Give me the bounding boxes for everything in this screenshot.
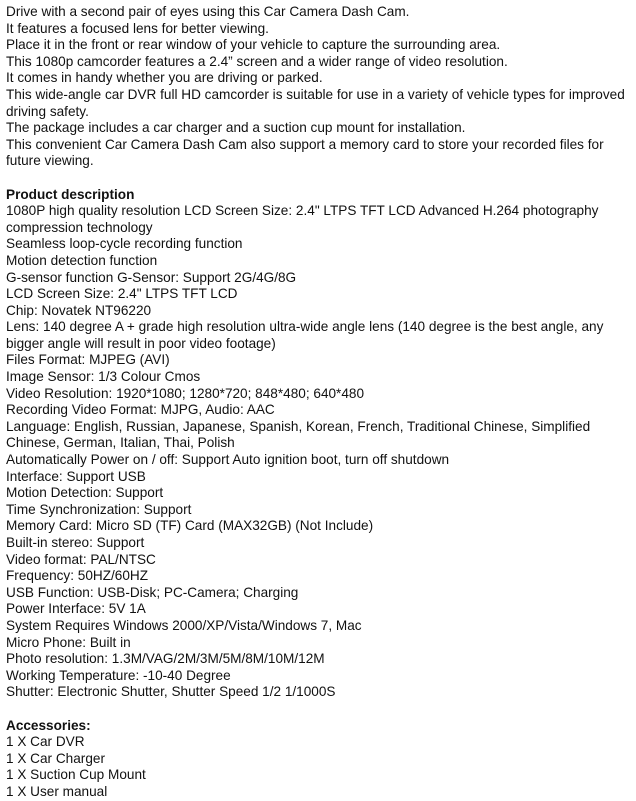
intro-section bbox=[6, 4, 632, 170]
intro-line: It features a focused lens for better viewing. bbox=[6, 20, 269, 36]
spec-line: Photo resolution: 1.3M/VAG/2M/3M/5M/8M/10M/12M bbox=[6, 651, 325, 667]
document-body bbox=[6, 4, 632, 801]
intro-line: Drive with a second pair of eyes using this Car Camera Dash Cam. bbox=[6, 4, 410, 19]
accessory-item: 1 X Car Charger bbox=[6, 750, 105, 766]
intro-line: It comes in handy whether you are driving or parked. bbox=[6, 70, 323, 86]
spec-line: Chip: Novatek NT96220 bbox=[6, 302, 152, 318]
spec-line: 1080P high quality resolution LCD Screen Size: 2.4" LTPS TFT LCD Advanced H.264 photography compression technology bbox=[6, 203, 599, 235]
product-description-section bbox=[6, 187, 632, 701]
spec-line: Micro Phone: Built in bbox=[6, 634, 131, 650]
spec-line: Frequency: 50HZ/60HZ bbox=[6, 568, 149, 584]
spec-line: Working Temperature: -10-40 Degree bbox=[6, 667, 231, 683]
spec-line: Power Interface: 5V 1A bbox=[6, 601, 146, 617]
spec-line: Seamless loop-cycle recording function bbox=[6, 236, 243, 252]
intro-line: The package includes a car charger and a suction cup mount for installation. bbox=[6, 120, 466, 136]
spec-line: Motion Detection: Support bbox=[6, 485, 164, 501]
spec-line: Files Format: MJPEG (AVI) bbox=[6, 352, 170, 368]
spec-line: Built-in stereo: Support bbox=[6, 535, 145, 550]
spec-line: USB Function: USB-Disk; PC-Camera; Charging bbox=[6, 584, 299, 600]
accessories-section bbox=[6, 718, 632, 801]
spec-line: Automatically Power on / off: Support Auto ignition boot, turn off shutdown bbox=[6, 452, 450, 468]
spec-line: System Requires Windows 2000/XP/Vista/Windows 7, Mac bbox=[6, 617, 362, 633]
spec-line: Lens: 140 degree A + grade high resolution ultra-wide angle lens (140 degree is the best angle, any bigger angle will result in poor video footage) bbox=[6, 319, 604, 351]
section-spacer bbox=[6, 701, 632, 718]
spec-line: Time Synchronization: Support bbox=[6, 501, 192, 517]
spec-line: G-sensor function G-Sensor: Support 2G/4G/8G bbox=[6, 269, 297, 285]
spec-line: Language: English, Russian, Japanese, Spanish, Korean, French, Traditional Chinese, Simplified Chinese, German, Italian, Thai, Polish bbox=[6, 418, 591, 451]
intro-line: This wide-angle car DVR full HD camcorder is suitable for use in a variety of vehicle types for improved driving safety. bbox=[6, 86, 625, 119]
accessory-item: 1 X Suction Cup Mount bbox=[6, 767, 146, 783]
accessories-heading: Accessories: bbox=[6, 717, 91, 733]
intro-line: This 1080p camcorder features a 2.4” screen and a wider range of video resolution. bbox=[6, 53, 508, 69]
spec-line: Memory Card: Micro SD (TF) Card (MAX32GB) (Not Include) bbox=[6, 518, 374, 534]
intro-line: This convenient Car Camera Dash Cam also support a memory card to store your recorded files for future viewing. bbox=[6, 136, 604, 169]
spec-line: LCD Screen Size: 2.4" LTPS TFT LCD bbox=[6, 286, 238, 302]
accessory-item: 1 X User manual bbox=[6, 783, 108, 799]
spec-line: Motion detection function bbox=[6, 252, 158, 268]
spec-line: Interface: Support USB bbox=[6, 468, 146, 484]
accessory-item: 1 X Car DVR bbox=[6, 734, 85, 750]
spec-line: Image Sensor: 1/3 Colour Cmos bbox=[6, 369, 201, 385]
section-spacer bbox=[6, 170, 632, 187]
intro-line: Place it in the front or rear window of your vehicle to capture the surrounding area. bbox=[6, 37, 501, 53]
spec-line: Video format: PAL/NTSC bbox=[6, 551, 156, 567]
product-description-heading: Product description bbox=[6, 186, 135, 202]
spec-line: Recording Video Format: MJPG, Audio: AAC bbox=[6, 402, 275, 418]
spec-line: Shutter: Electronic Shutter, Shutter Speed 1/2 1/1000S bbox=[6, 684, 336, 700]
spec-line: Video Resolution: 1920*1080; 1280*720; 848*480; 640*480 bbox=[6, 385, 365, 401]
